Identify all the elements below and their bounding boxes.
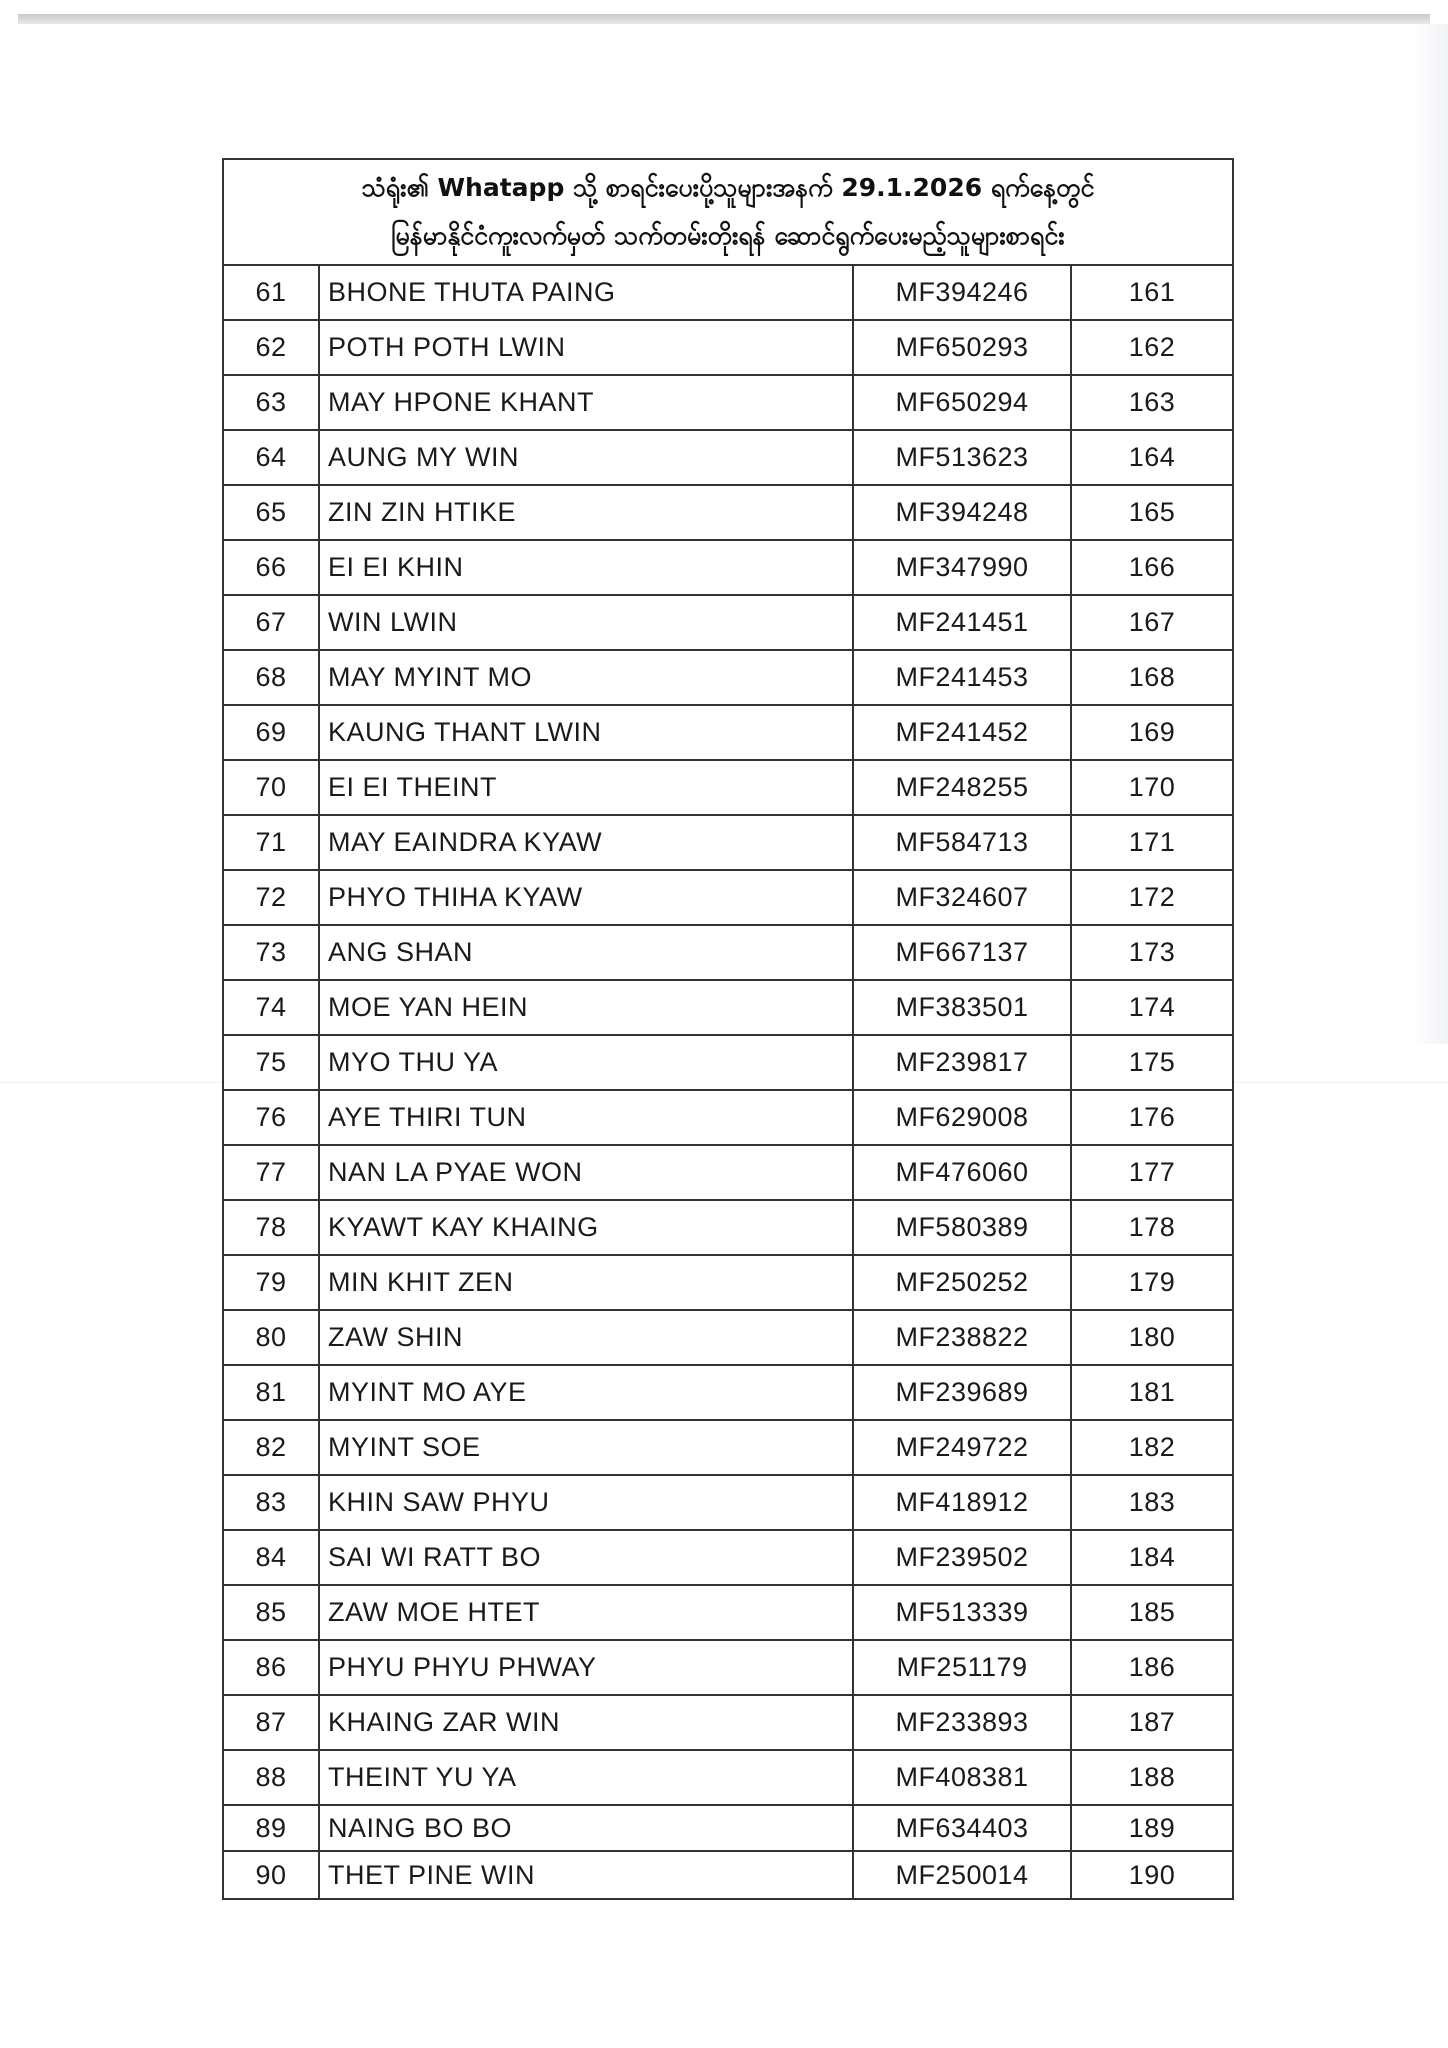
row-number: 82 <box>224 1421 320 1474</box>
applicant-name: NAING BO BO <box>320 1806 854 1850</box>
applicant-name: AYE THIRI TUN <box>320 1091 854 1144</box>
sequence-number: 173 <box>1128 937 1176 967</box>
passport-number: MF239689 <box>854 1366 1072 1419</box>
row-number: 64 <box>224 431 320 484</box>
table-row <box>224 376 1232 431</box>
table-row <box>224 1641 1232 1696</box>
table-row <box>224 816 1232 871</box>
row-number: 73 <box>224 926 320 979</box>
applicant-name: KHAING ZAR WIN <box>320 1696 854 1749</box>
sequence-number: 181 <box>1128 1377 1176 1407</box>
table-row <box>224 1806 1232 1852</box>
sequence-number: 186 <box>1128 1652 1176 1682</box>
table-row <box>224 1696 1232 1751</box>
applicant-name: MOE YAN HEIN <box>320 981 854 1034</box>
passport-number: MF239817 <box>854 1036 1072 1089</box>
passport-number: MF238822 <box>854 1311 1072 1364</box>
sequence-number: 161 <box>1128 277 1176 307</box>
applicant-name: MYO THU YA <box>320 1036 854 1089</box>
applicant-name: SAI WI RATT BO <box>320 1531 854 1584</box>
applicant-name: BHONE THUTA PAING <box>320 266 854 319</box>
applicant-name: POTH POTH LWIN <box>320 321 854 374</box>
applicant-name: KHIN SAW PHYU <box>320 1476 854 1529</box>
row-number: 84 <box>224 1531 320 1584</box>
row-number: 63 <box>224 376 320 429</box>
applicant-name: ANG SHAN <box>320 926 854 979</box>
table-row <box>224 1036 1232 1091</box>
applicant-name: WIN LWIN <box>320 596 854 649</box>
applicant-name: AUNG MY WIN <box>320 431 854 484</box>
row-number: 88 <box>224 1751 320 1804</box>
passport-number: MF584713 <box>854 816 1072 869</box>
row-number: 70 <box>224 761 320 814</box>
passport-number: MF513623 <box>854 431 1072 484</box>
applicant-name: THET PINE WIN <box>320 1852 854 1898</box>
applicant-table <box>222 158 1234 1900</box>
applicant-name: EI EI THEINT <box>320 761 854 814</box>
row-number: 81 <box>224 1366 320 1419</box>
table-row <box>224 761 1232 816</box>
table-row <box>224 1421 1232 1476</box>
passport-number: MF241453 <box>854 651 1072 704</box>
table-row <box>224 981 1232 1036</box>
row-number: 67 <box>224 596 320 649</box>
table-row <box>224 1091 1232 1146</box>
applicant-name: MAY EAINDRA KYAW <box>320 816 854 869</box>
table-row <box>224 431 1232 486</box>
sequence-number: 184 <box>1128 1542 1176 1572</box>
row-number: 86 <box>224 1641 320 1694</box>
row-number: 66 <box>224 541 320 594</box>
sequence-number: 170 <box>1128 772 1176 802</box>
applicant-name: NAN LA PYAE WON <box>320 1146 854 1199</box>
applicant-name: EI EI KHIN <box>320 541 854 594</box>
applicant-name: MAY MYINT MO <box>320 651 854 704</box>
table-body <box>224 266 1232 1898</box>
sequence-number: 189 <box>1128 1812 1176 1843</box>
table-row <box>224 1201 1232 1256</box>
row-number: 74 <box>224 981 320 1034</box>
row-number: 89 <box>224 1806 320 1850</box>
applicant-name: KYAWT KAY KHAING <box>320 1201 854 1254</box>
table-row <box>224 1852 1232 1898</box>
applicant-name: THEINT YU YA <box>320 1751 854 1804</box>
passport-number: MF476060 <box>854 1146 1072 1199</box>
row-number: 75 <box>224 1036 320 1089</box>
sequence-number: 167 <box>1128 607 1176 637</box>
sequence-number: 172 <box>1128 882 1176 912</box>
sequence-number: 182 <box>1128 1432 1176 1462</box>
passport-number: MF383501 <box>854 981 1072 1034</box>
table-row <box>224 871 1232 926</box>
sequence-number: 183 <box>1128 1487 1176 1517</box>
scan-shadow <box>1412 24 1448 1044</box>
passport-number: MF580389 <box>854 1201 1072 1254</box>
passport-number: MF248255 <box>854 761 1072 814</box>
applicant-name: PHYO THIHA KYAW <box>320 871 854 924</box>
passport-number: MF250014 <box>854 1852 1072 1898</box>
table-row <box>224 1311 1232 1366</box>
sequence-number: 162 <box>1128 332 1176 362</box>
passport-number: MF251179 <box>854 1641 1072 1694</box>
row-number: 79 <box>224 1256 320 1309</box>
applicant-name: ZIN ZIN HTIKE <box>320 486 854 539</box>
sequence-number: 163 <box>1128 387 1176 417</box>
sequence-number: 169 <box>1128 717 1176 747</box>
sequence-number: 166 <box>1128 552 1176 582</box>
row-number: 72 <box>224 871 320 924</box>
applicant-name: MIN KHIT ZEN <box>320 1256 854 1309</box>
applicant-name: MAY HPONE KHANT <box>320 376 854 429</box>
row-number: 62 <box>224 321 320 374</box>
row-number: 78 <box>224 1201 320 1254</box>
row-number: 80 <box>224 1311 320 1364</box>
passport-number: MF667137 <box>854 926 1072 979</box>
sequence-number: 177 <box>1128 1157 1176 1187</box>
sequence-number: 179 <box>1128 1267 1176 1297</box>
row-number: 68 <box>224 651 320 704</box>
applicant-name: MYINT SOE <box>320 1421 854 1474</box>
sequence-number: 178 <box>1128 1212 1176 1242</box>
sequence-number: 165 <box>1128 497 1176 527</box>
title-line-2: မြန်မာနိုင်ငံကူးလက်မှတ် သက်တမ်းတိုးရန် ဆောင်ရွက်ပေးမည့်သူများစာရင်း <box>391 221 1065 250</box>
sequence-number: 180 <box>1128 1322 1176 1352</box>
row-number: 76 <box>224 1091 320 1144</box>
row-number: 90 <box>224 1852 320 1898</box>
sequence-number: 188 <box>1128 1762 1176 1792</box>
passport-number: MF394248 <box>854 486 1072 539</box>
table-row <box>224 1476 1232 1531</box>
table-row <box>224 1531 1232 1586</box>
passport-number: MF233893 <box>854 1696 1072 1749</box>
passport-number: MF394246 <box>854 266 1072 319</box>
title-line-1: သံရုံး၏ Whatapp သို့ စာရင်းပေးပို့သူများအနက် 29.1.2026 ရက်နေ့တွင် <box>361 173 1095 202</box>
table-row <box>224 706 1232 761</box>
table-row <box>224 1586 1232 1641</box>
sequence-number: 185 <box>1128 1597 1176 1627</box>
table-row <box>224 1751 1232 1806</box>
passport-number: MF513339 <box>854 1586 1072 1639</box>
passport-number: MF241451 <box>854 596 1072 649</box>
row-number: 77 <box>224 1146 320 1199</box>
table-row <box>224 596 1232 651</box>
row-number: 85 <box>224 1586 320 1639</box>
table-row <box>224 486 1232 541</box>
sequence-number: 168 <box>1128 662 1176 692</box>
row-number: 69 <box>224 706 320 759</box>
table-row <box>224 926 1232 981</box>
applicant-name: PHYU PHYU PHWAY <box>320 1641 854 1694</box>
sequence-number: 175 <box>1128 1047 1176 1077</box>
table-row <box>224 541 1232 596</box>
passport-number: MF241452 <box>854 706 1072 759</box>
passport-number: MF629008 <box>854 1091 1072 1144</box>
table-title <box>224 160 1232 266</box>
sequence-number: 171 <box>1128 827 1176 857</box>
row-number: 71 <box>224 816 320 869</box>
passport-number: MF347990 <box>854 541 1072 594</box>
table-row <box>224 1256 1232 1311</box>
passport-number: MF408381 <box>854 1751 1072 1804</box>
row-number: 61 <box>224 266 320 319</box>
applicant-name: ZAW MOE HTET <box>320 1586 854 1639</box>
row-number: 87 <box>224 1696 320 1749</box>
passport-number: MF418912 <box>854 1476 1072 1529</box>
passport-number: MF239502 <box>854 1531 1072 1584</box>
applicant-name: KAUNG THANT LWIN <box>320 706 854 759</box>
passport-number: MF249722 <box>854 1421 1072 1474</box>
scan-top-edge <box>18 14 1430 24</box>
sequence-number: 187 <box>1128 1707 1176 1737</box>
table-row <box>224 266 1232 321</box>
passport-number: MF634403 <box>854 1806 1072 1850</box>
passport-number: MF650293 <box>854 321 1072 374</box>
passport-number: MF650294 <box>854 376 1072 429</box>
row-number: 83 <box>224 1476 320 1529</box>
applicant-name: ZAW SHIN <box>320 1311 854 1364</box>
table-row <box>224 321 1232 376</box>
passport-number: MF250252 <box>854 1256 1072 1309</box>
row-number: 65 <box>224 486 320 539</box>
table-row <box>224 651 1232 706</box>
table-row <box>224 1146 1232 1201</box>
sequence-number: 176 <box>1128 1102 1176 1132</box>
sequence-number: 174 <box>1128 992 1176 1022</box>
sequence-number: 190 <box>1128 1859 1176 1890</box>
table-row <box>224 1366 1232 1421</box>
sequence-number: 164 <box>1128 442 1176 472</box>
applicant-name: MYINT MO AYE <box>320 1366 854 1419</box>
passport-number: MF324607 <box>854 871 1072 924</box>
